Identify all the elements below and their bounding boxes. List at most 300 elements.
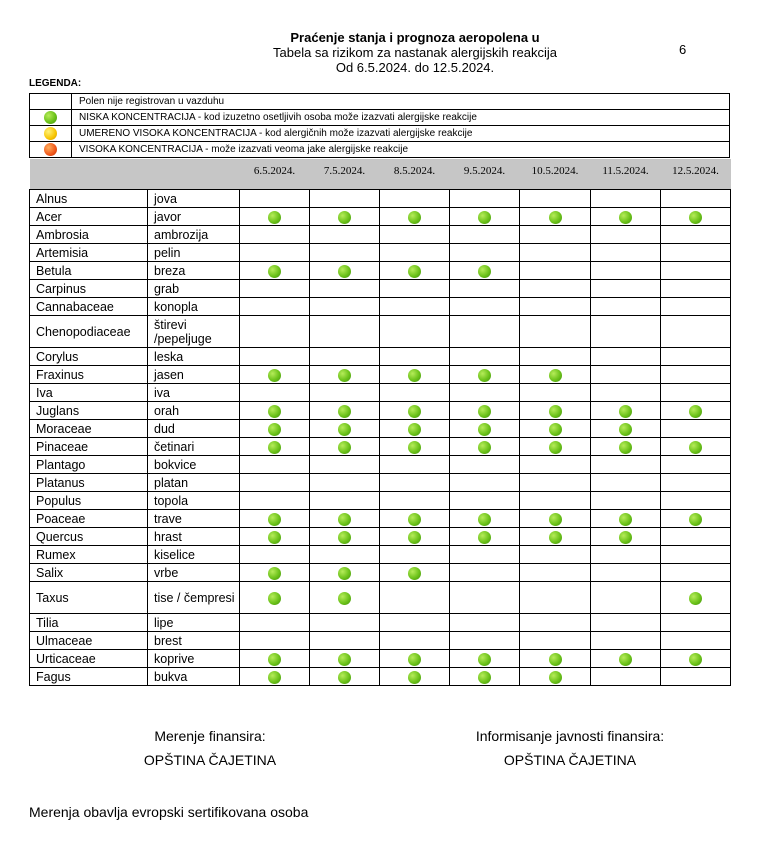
latin-name: Taxus xyxy=(30,582,148,614)
level-cell xyxy=(380,492,450,510)
level-cell xyxy=(591,582,661,614)
level-cell xyxy=(450,456,520,474)
level-cell xyxy=(240,366,310,384)
latin-name: Alnus xyxy=(30,190,148,208)
level-cell xyxy=(661,366,731,384)
level-cell xyxy=(661,510,731,528)
green-dot-icon xyxy=(338,423,351,436)
date-header-row xyxy=(30,159,731,190)
date-header: 8.5.2024. xyxy=(380,159,450,190)
green-dot-icon xyxy=(338,653,351,666)
pollen-risk-table xyxy=(29,159,731,686)
green-dot-icon xyxy=(619,211,632,224)
level-cell xyxy=(520,582,591,614)
funding-measurement-label: Merenje finansira: xyxy=(154,728,266,744)
local-name: trave xyxy=(148,510,240,528)
table-row xyxy=(30,348,731,366)
level-cell xyxy=(380,420,450,438)
table-row xyxy=(30,244,731,262)
local-name: javor xyxy=(148,208,240,226)
level-cell xyxy=(240,528,310,546)
local-name: grab xyxy=(148,280,240,298)
green-dot-icon xyxy=(478,531,491,544)
table-row xyxy=(30,280,731,298)
level-cell xyxy=(380,474,450,492)
level-cell xyxy=(520,262,591,280)
green-dot-icon xyxy=(549,211,562,224)
legend-text: Polen nije registrovan u vazduhu xyxy=(72,94,730,110)
local-name: koprive xyxy=(148,650,240,668)
latin-name: Carpinus xyxy=(30,280,148,298)
green-dot-icon xyxy=(478,265,491,278)
level-cell xyxy=(591,298,661,316)
latin-name: Juglans xyxy=(30,402,148,420)
level-cell xyxy=(240,614,310,632)
local-name: breza xyxy=(148,262,240,280)
level-cell xyxy=(240,384,310,402)
green-dot-icon xyxy=(478,423,491,436)
level-cell xyxy=(661,262,731,280)
latin-name: Poaceae xyxy=(30,510,148,528)
green-dot-icon xyxy=(408,265,421,278)
green-dot-icon xyxy=(478,671,491,684)
level-cell xyxy=(520,668,591,686)
legend-text: VISOKA KONCENTRACIJA - može izazvati veoma jake alergijske reakcije xyxy=(72,142,730,158)
green-dot-icon xyxy=(268,405,281,418)
level-cell xyxy=(380,208,450,226)
local-name: konopla xyxy=(148,298,240,316)
green-dot-icon xyxy=(619,441,632,454)
green-dot-icon xyxy=(619,513,632,526)
level-cell xyxy=(661,582,731,614)
level-cell xyxy=(380,528,450,546)
level-cell xyxy=(520,632,591,650)
level-cell xyxy=(240,546,310,564)
level-cell xyxy=(520,366,591,384)
level-cell xyxy=(661,402,731,420)
level-cell xyxy=(450,650,520,668)
latin-name: Betula xyxy=(30,262,148,280)
level-cell xyxy=(240,190,310,208)
level-cell xyxy=(310,366,380,384)
level-cell xyxy=(591,244,661,262)
level-cell xyxy=(450,280,520,298)
level-cell xyxy=(310,492,380,510)
green-dot-icon xyxy=(408,211,421,224)
level-cell xyxy=(661,420,731,438)
level-cell xyxy=(591,208,661,226)
legend-text: NISKA KONCENTRACIJA - kod izuzetno osetljivih osoba može izazvati alergijske reakcije xyxy=(72,110,730,126)
latin-name: Moraceae xyxy=(30,420,148,438)
level-cell xyxy=(591,492,661,510)
level-cell xyxy=(310,226,380,244)
level-cell xyxy=(661,474,731,492)
page-number: 6 xyxy=(679,42,687,57)
local-name: ambrozija xyxy=(148,226,240,244)
level-cell xyxy=(450,208,520,226)
local-name: iva xyxy=(148,384,240,402)
date-header: 11.5.2024. xyxy=(591,159,661,190)
level-cell xyxy=(380,384,450,402)
table-row xyxy=(30,492,731,510)
level-cell xyxy=(240,208,310,226)
green-dot-icon xyxy=(549,671,562,684)
local-name: pelin xyxy=(148,244,240,262)
local-name: bukva xyxy=(148,668,240,686)
yellow-dot-icon xyxy=(44,127,57,140)
green-dot-icon xyxy=(268,567,281,580)
latin-name: Iva xyxy=(30,384,148,402)
level-cell xyxy=(380,456,450,474)
local-name: četinari xyxy=(148,438,240,456)
green-dot-icon xyxy=(689,513,702,526)
level-cell xyxy=(240,582,310,614)
header-blank-cell xyxy=(30,159,148,190)
green-dot-icon xyxy=(619,653,632,666)
level-cell xyxy=(450,632,520,650)
level-cell xyxy=(310,316,380,348)
level-cell xyxy=(310,456,380,474)
level-cell xyxy=(450,316,520,348)
level-cell xyxy=(240,226,310,244)
level-cell xyxy=(661,208,731,226)
green-dot-icon xyxy=(478,405,491,418)
local-name: lipe xyxy=(148,614,240,632)
level-cell xyxy=(450,262,520,280)
green-dot-icon xyxy=(619,531,632,544)
level-cell xyxy=(380,632,450,650)
level-cell xyxy=(240,474,310,492)
latin-name: Chenopodiaceae xyxy=(30,316,148,348)
level-cell xyxy=(380,348,450,366)
level-cell xyxy=(240,420,310,438)
green-dot-icon xyxy=(619,405,632,418)
level-cell xyxy=(520,474,591,492)
level-cell xyxy=(380,438,450,456)
green-dot-icon xyxy=(549,653,562,666)
level-cell xyxy=(450,420,520,438)
level-cell xyxy=(310,402,380,420)
level-cell xyxy=(450,668,520,686)
date-header: 9.5.2024. xyxy=(450,159,520,190)
green-dot-icon xyxy=(268,531,281,544)
level-cell xyxy=(591,546,661,564)
green-dot-icon xyxy=(338,405,351,418)
green-dot-icon xyxy=(549,441,562,454)
latin-name: Fraxinus xyxy=(30,366,148,384)
level-cell xyxy=(591,650,661,668)
level-cell xyxy=(591,348,661,366)
level-cell xyxy=(380,582,450,614)
funding-measurement-value: OPŠTINA ČAJETINA xyxy=(143,752,277,768)
level-cell xyxy=(450,244,520,262)
green-dot-icon xyxy=(338,211,351,224)
green-dot-icon xyxy=(408,653,421,666)
green-dot-icon xyxy=(408,567,421,580)
level-cell xyxy=(310,280,380,298)
level-cell xyxy=(591,668,661,686)
green-dot-icon xyxy=(478,513,491,526)
green-dot-icon xyxy=(338,592,351,605)
level-cell xyxy=(591,402,661,420)
level-cell xyxy=(310,614,380,632)
green-dot-icon xyxy=(408,671,421,684)
level-cell xyxy=(310,668,380,686)
level-cell xyxy=(661,668,731,686)
level-cell xyxy=(591,438,661,456)
report-period: Od 6.5.2024. do 12.5.2024. xyxy=(335,60,495,75)
level-cell xyxy=(520,226,591,244)
latin-name: Quercus xyxy=(30,528,148,546)
green-dot-icon xyxy=(338,531,351,544)
level-cell xyxy=(380,614,450,632)
legend-icon-cell xyxy=(30,110,72,126)
level-cell xyxy=(591,510,661,528)
level-cell xyxy=(450,226,520,244)
level-cell xyxy=(310,474,380,492)
level-cell xyxy=(661,384,731,402)
table-row xyxy=(30,456,731,474)
level-cell xyxy=(310,244,380,262)
green-dot-icon xyxy=(408,423,421,436)
level-cell xyxy=(380,244,450,262)
table-row xyxy=(30,474,731,492)
level-cell xyxy=(520,348,591,366)
report-title: Praćenje stanja i prognoza aeropolena u xyxy=(290,30,540,45)
green-dot-icon xyxy=(549,423,562,436)
legend-table xyxy=(29,93,730,158)
green-dot-icon xyxy=(689,592,702,605)
level-cell xyxy=(661,546,731,564)
table-row xyxy=(30,298,731,316)
level-cell xyxy=(661,456,731,474)
local-name: bokvice xyxy=(148,456,240,474)
table-row xyxy=(30,510,731,528)
level-cell xyxy=(520,528,591,546)
level-cell xyxy=(520,190,591,208)
green-dot-icon xyxy=(268,369,281,382)
level-cell xyxy=(661,298,731,316)
level-cell xyxy=(380,226,450,244)
green-dot-icon xyxy=(408,369,421,382)
table-row xyxy=(30,402,731,420)
green-dot-icon xyxy=(689,405,702,418)
level-cell xyxy=(520,614,591,632)
latin-name: Rumex xyxy=(30,546,148,564)
latin-name: Salix xyxy=(30,564,148,582)
legend-icon-cell xyxy=(30,94,72,110)
level-cell xyxy=(380,650,450,668)
level-cell xyxy=(450,190,520,208)
local-name: kiselice xyxy=(148,546,240,564)
green-dot-icon xyxy=(619,423,632,436)
green-dot-icon xyxy=(338,671,351,684)
latin-name: Plantago xyxy=(30,456,148,474)
level-cell xyxy=(591,262,661,280)
green-dot-icon xyxy=(549,369,562,382)
level-cell xyxy=(591,316,661,348)
local-name: štirevi /pepeljuge xyxy=(148,316,240,348)
legend-row xyxy=(30,126,730,142)
green-dot-icon xyxy=(338,513,351,526)
level-cell xyxy=(450,384,520,402)
latin-name: Urticaceae xyxy=(30,650,148,668)
level-cell xyxy=(310,298,380,316)
green-dot-icon xyxy=(268,653,281,666)
green-dot-icon xyxy=(408,531,421,544)
level-cell xyxy=(310,190,380,208)
table-row xyxy=(30,668,731,686)
level-cell xyxy=(661,632,731,650)
latin-name: Acer xyxy=(30,208,148,226)
level-cell xyxy=(661,280,731,298)
level-cell xyxy=(450,614,520,632)
level-cell xyxy=(661,226,731,244)
green-dot-icon xyxy=(689,211,702,224)
green-dot-icon xyxy=(338,265,351,278)
level-cell xyxy=(520,650,591,668)
latin-name: Pinaceae xyxy=(30,438,148,456)
local-name: orah xyxy=(148,402,240,420)
level-cell xyxy=(310,208,380,226)
table-row xyxy=(30,420,731,438)
local-name: brest xyxy=(148,632,240,650)
level-cell xyxy=(240,564,310,582)
green-dot-icon xyxy=(268,423,281,436)
level-cell xyxy=(520,244,591,262)
green-dot-icon xyxy=(478,211,491,224)
latin-name: Fagus xyxy=(30,668,148,686)
level-cell xyxy=(661,564,731,582)
level-cell xyxy=(380,316,450,348)
level-cell xyxy=(240,280,310,298)
latin-name: Tilia xyxy=(30,614,148,632)
level-cell xyxy=(310,632,380,650)
level-cell xyxy=(450,564,520,582)
level-cell xyxy=(520,456,591,474)
header-blank-cell xyxy=(148,159,240,190)
table-row xyxy=(30,528,731,546)
level-cell xyxy=(380,564,450,582)
level-cell xyxy=(310,510,380,528)
level-cell xyxy=(310,546,380,564)
green-dot-icon xyxy=(268,211,281,224)
legend-row xyxy=(30,142,730,158)
level-cell xyxy=(450,510,520,528)
level-cell xyxy=(240,510,310,528)
funding-information-label: Informisanje javnosti finansira: xyxy=(475,728,665,744)
table-row xyxy=(30,582,731,614)
green-dot-icon xyxy=(478,369,491,382)
green-dot-icon xyxy=(268,592,281,605)
local-name: tise / čempresi xyxy=(148,582,240,614)
level-cell xyxy=(661,438,731,456)
level-cell xyxy=(591,384,661,402)
latin-name: Ulmaceae xyxy=(30,632,148,650)
local-name: jova xyxy=(148,190,240,208)
level-cell xyxy=(310,528,380,546)
green-dot-icon xyxy=(44,111,57,124)
level-cell xyxy=(591,456,661,474)
table-row xyxy=(30,226,731,244)
level-cell xyxy=(591,420,661,438)
report-title-block xyxy=(180,30,650,75)
green-dot-icon xyxy=(408,513,421,526)
level-cell xyxy=(240,262,310,280)
level-cell xyxy=(450,528,520,546)
green-dot-icon xyxy=(689,441,702,454)
green-dot-icon xyxy=(478,441,491,454)
level-cell xyxy=(310,582,380,614)
level-cell xyxy=(661,528,731,546)
green-dot-icon xyxy=(549,513,562,526)
level-cell xyxy=(520,208,591,226)
level-cell xyxy=(661,190,731,208)
level-cell xyxy=(520,384,591,402)
level-cell xyxy=(310,564,380,582)
legend-icon-cell xyxy=(30,142,72,158)
level-cell xyxy=(310,348,380,366)
level-cell xyxy=(310,438,380,456)
level-cell xyxy=(240,668,310,686)
report-subtitle: Tabela sa rizikom za nastanak alergijskih reakcija xyxy=(273,45,557,60)
green-dot-icon xyxy=(268,265,281,278)
table-row xyxy=(30,546,731,564)
level-cell xyxy=(520,510,591,528)
level-cell xyxy=(591,190,661,208)
level-cell xyxy=(380,668,450,686)
green-dot-icon xyxy=(338,441,351,454)
funding-information-value: OPŠTINA ČAJETINA xyxy=(503,752,637,768)
table-row xyxy=(30,632,731,650)
level-cell xyxy=(450,546,520,564)
level-cell xyxy=(310,650,380,668)
legend-text: UMERENO VISOKA KONCENTRACIJA - kod alergičnih može izazvati alergijske reakcije xyxy=(72,126,730,142)
level-cell xyxy=(450,402,520,420)
level-cell xyxy=(240,298,310,316)
level-cell xyxy=(380,298,450,316)
legend-row xyxy=(30,94,730,110)
level-cell xyxy=(240,348,310,366)
level-cell xyxy=(240,244,310,262)
local-name: leska xyxy=(148,348,240,366)
level-cell xyxy=(661,650,731,668)
date-header: 6.5.2024. xyxy=(240,159,310,190)
latin-name: Artemisia xyxy=(30,244,148,262)
level-cell xyxy=(380,366,450,384)
level-cell xyxy=(591,366,661,384)
level-cell xyxy=(240,456,310,474)
level-cell xyxy=(520,298,591,316)
level-cell xyxy=(450,298,520,316)
date-header: 12.5.2024. xyxy=(661,159,731,190)
level-cell xyxy=(240,492,310,510)
legend-icon-cell xyxy=(30,126,72,142)
local-name: jasen xyxy=(148,366,240,384)
level-cell xyxy=(661,348,731,366)
certification-note: Merenja obavlja evropski sertifikovana osoba xyxy=(29,804,309,820)
level-cell xyxy=(520,420,591,438)
level-cell xyxy=(591,474,661,492)
table-row xyxy=(30,614,731,632)
level-cell xyxy=(520,280,591,298)
table-row xyxy=(30,438,731,456)
green-dot-icon xyxy=(338,567,351,580)
level-cell xyxy=(450,492,520,510)
table-row xyxy=(30,366,731,384)
latin-name: Cannabaceae xyxy=(30,298,148,316)
legend-heading: LEGENDA: xyxy=(29,78,82,89)
